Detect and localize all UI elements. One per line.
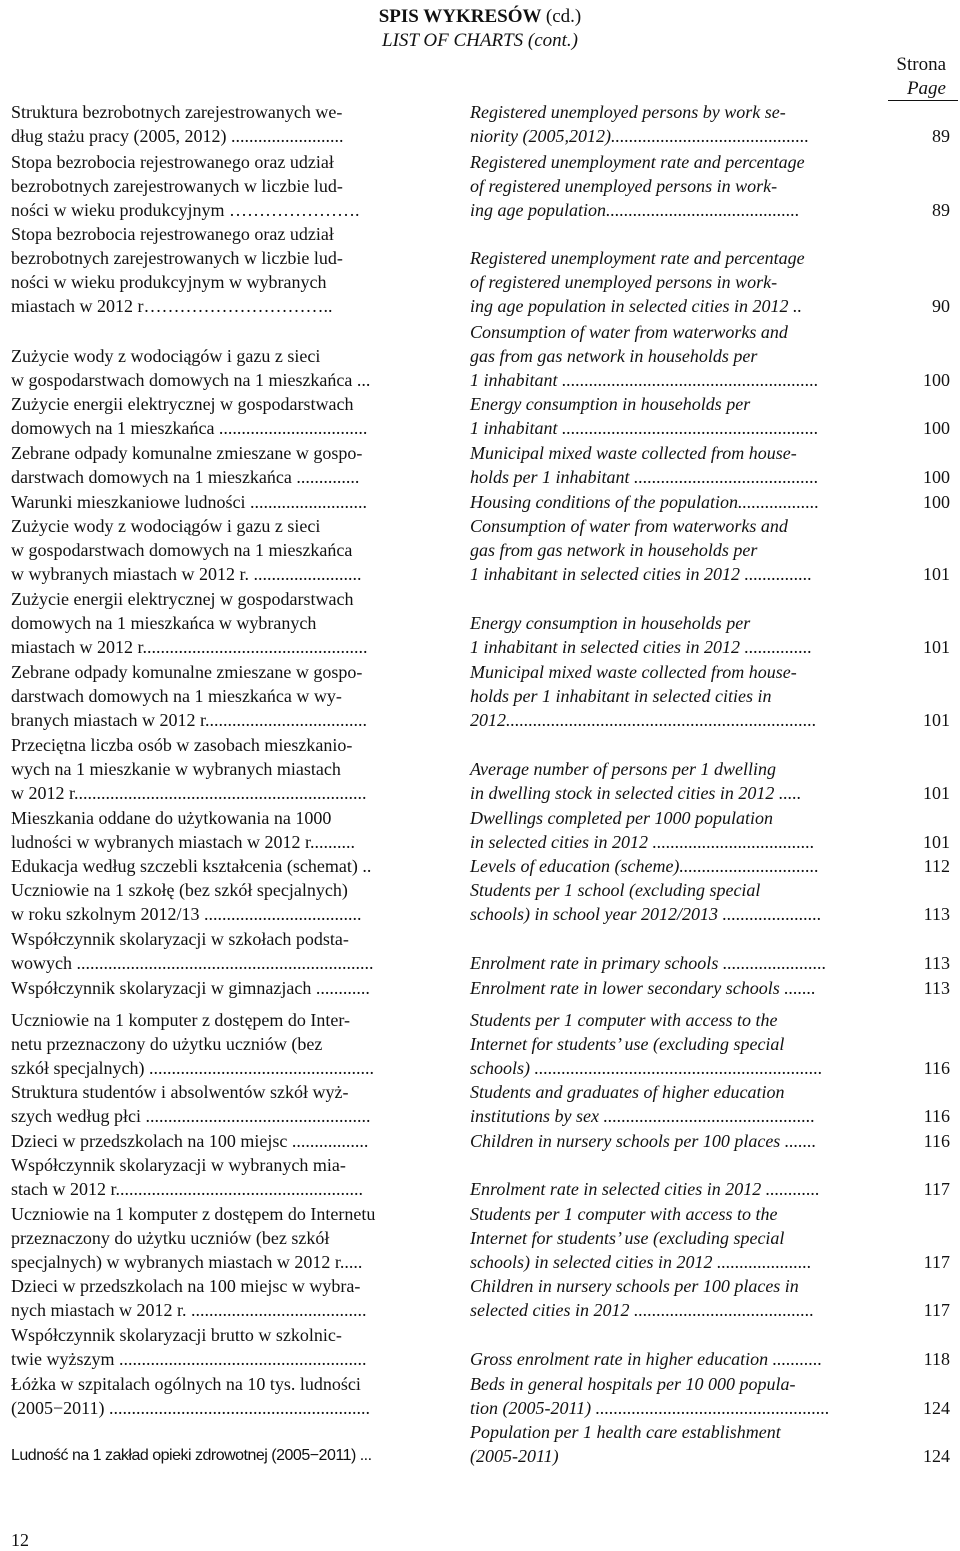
entry-page-number: 113 [923,978,950,998]
page-number-footer: 12 [11,1530,29,1550]
entry-page-number: 112 [923,856,950,876]
entry-title-pl: Uczniowie na 1 szkołę (bez szkół specjalnych) w roku szkolnym 2012/13 ................................... [11,880,362,924]
entry-page-number: 101 [923,783,950,803]
entry-page-number: 116 [923,1106,950,1126]
entry-title-pl: Stopa bezrobocia rejestrowanego oraz udział bezrobotnych zarejestrowanych w liczbie lud- ności w wieku produkcyjnym …………………. [11,152,360,220]
entry-title-en: Enrolment rate in primary schools ....................... [470,953,827,973]
entry-page-number: 90 [932,296,950,316]
entry-page-number: 116 [923,1131,950,1151]
entry-title-pl: Ludność na 1 zakład opieki zdrowotnej (2005−2011) ... [11,1447,372,1464]
entry-title-en: Children in nursery schools per 100 places in selected cities in 2012 ........................................ [470,1276,814,1320]
entry-page-number: 101 [923,832,950,852]
entry-page-number: 101 [923,564,950,584]
entry-title-pl: Zużycie wody z wodociągów i gazu z sieci w gospodarstwach domowych na 1 mieszkańca ... [11,346,371,390]
entry-title-pl: Współczynnik skolaryzacji w wybranych mia- stach w 2012 r....................................................... [11,1155,363,1199]
entry-title-en: Consumption of water from waterworks and gas from gas network in households per 1 inhabitant in selected cities in 2012 ............... [470,516,812,584]
entry-title-en: Students per 1 computer with access to the Internet for students’ use (excluding special schools) in selected cities in 2012 ..................... [470,1204,812,1272]
list-title [300,6,660,28]
entry-page-number: 117 [923,1300,950,1320]
list-subtitle: LIST OF CHARTS (cont.) [382,30,578,51]
entry-title-en: Municipal mixed waste collected from house- holds per 1 inhabitant in selected cities in 2012..................................................................... [470,662,817,730]
entry-title-en: Dwellings completed per 1000 population in selected cities in 2012 .................................... [470,808,815,852]
entry-title-en: Children in nursery schools per 100 places ....... [470,1131,817,1151]
entry-title-en: Gross enrolment rate in higher education ........... [470,1349,823,1369]
entry-page-number: 100 [923,418,950,438]
entry-page-number: 118 [923,1349,950,1369]
entry-page-number: 116 [923,1058,950,1078]
entry-title-pl: Zużycie wody z wodociągów i gazu z sieci w gospodarstwach domowych na 1 mieszkańca w wybranych miastach w 2012 r. ........................ [11,516,362,584]
entry-title-en: Housing conditions of the population.................. [470,492,819,512]
entry-title-en: Population per 1 health care establishment (2005-2011) [470,1422,781,1466]
entry-page-number: 124 [923,1446,950,1466]
entry-page-number: 89 [932,126,950,146]
entry-page-number: 117 [923,1179,950,1199]
entry-title-en: Energy consumption in households per 1 inhabitant in selected cities in 2012 ............... [470,613,812,657]
entry-title-pl: Współczynnik skolaryzacji w szkołach podsta- wowych .................................................................. [11,929,374,973]
entry-title-pl: Dzieci w przedszkolach na 100 miejsc w wybra- nych miastach w 2012 r. ....................................... [11,1276,367,1320]
entry-title-en: Enrolment rate in lower secondary schools ....... [470,978,816,998]
entry-title-en: Students per 1 computer with access to the Internet for students’ use (excluding special schools) ................................................................ [470,1010,823,1078]
list-title-suffix: (cd.) [545,6,582,27]
entry-page-number: 101 [923,637,950,657]
entry-title-pl: Łóżka w szpitalach ogólnych na 10 tys. ludności (2005−2011) .......................................................... [11,1374,370,1418]
column-header-strona: Strona [896,54,946,75]
entry-title-pl: Struktura studentów i absolwentów szkół wyż- szych według płci .................................................. [11,1082,371,1126]
entry-title-pl: Zebrane odpady komunalne zmieszane w gospo- darstwach domowych na 1 mieszkańca w wy- branych miastach w 2012 r.................................... [11,662,367,730]
entry-title-pl: Uczniowie na 1 komputer z dostępem do Internetu przeznaczony do użytku uczniów (bez szkół specjalnych) w wybranych miastach w 2012 r..... [11,1204,376,1272]
entry-title-pl: Zebrane odpady komunalne zmieszane w gospo- darstwach domowych na 1 mieszkańca .............. [11,443,363,487]
entry-page-number: 117 [923,1252,950,1272]
entry-title-pl: Przeciętna liczba osób w zasobach mieszkanio- wych na 1 mieszkanie w wybranych miastach w 2012 r................................................................. [11,735,367,803]
entry-title-pl: Warunki mieszkaniowe ludności .......................... [11,492,367,512]
entry-title-en: Consumption of water from waterworks and gas from gas network in households per 1 inhabitant ......................................................... [470,322,819,390]
entry-page-number: 89 [932,200,950,220]
entry-page-number: 100 [923,492,950,512]
entry-title-en: Levels of education (scheme)............................... [470,856,819,876]
entry-title-pl: Zużycie energii elektrycznej w gospodarstwach domowych na 1 mieszkańca ................................. [11,394,368,438]
entry-title-en: Enrolment rate in selected cities in 2012 ............ [470,1179,820,1199]
entry-title-en: Registered unemployment rate and percentage of registered unemployed persons in work- ing age population in selected cities in 2012 .. [470,248,805,316]
column-header-page: Page [906,78,946,99]
entry-title-en: Beds in general hospitals per 10 000 popula- tion (2005-2011) .................................................... [470,1374,830,1418]
entry-page-number: 124 [923,1398,950,1418]
entry-page-number: 113 [923,904,950,924]
entry-title-pl: Mieszkania oddane do użytkowania na 1000 ludności w wybranych miastach w 2012 r.......... [11,808,355,852]
entry-title-pl: Edukacja według szczebli kształcenia (schemat) .. [11,856,372,876]
entry-title-en: Municipal mixed waste collected from house- holds per 1 inhabitant ......................................... [470,443,819,487]
entry-title-pl: Stopa bezrobocia rejestrowanego oraz udział bezrobotnych zarejestrowanych w liczbie lud- ności w wieku produkcyjnym w wybranych miastach w 2012 r………………………….. [11,224,343,316]
entry-title-en: Registered unemployment rate and percentage of registered unemployed persons in work- ing age population........................................... [470,152,805,220]
entry-page-number: 100 [923,467,950,487]
entry-title-pl: Struktura bezrobotnych zarejestrowanych we- dług stażu pracy (2005, 2012) ......................... [11,102,344,146]
entry-title-pl: Zużycie energii elektrycznej w gospodarstwach domowych na 1 mieszkańca w wybranych miastach w 2012 r.................................................. [11,589,368,657]
header-divider [888,100,958,101]
entry-title-pl: Dzieci w przedszkolach na 100 miejsc ................. [11,1131,369,1151]
list-title-text: SPIS WYKRESÓW [378,6,542,27]
entry-title-en: Average number of persons per 1 dwelling in dwelling stock in selected cities in 2012 ..... [470,759,802,803]
entry-title-pl: Uczniowie na 1 komputer z dostępem do Inter- netu przeznaczony do użytku uczniów (bez szkół specjalnych) .................................................. [11,1010,374,1078]
entry-title-en: Students and graduates of higher education institutions by sex ............................................... [470,1082,815,1126]
entry-title-pl: Współczynnik skolaryzacji brutto w szkolnic- twie wyższym ....................................................... [11,1325,367,1369]
entry-title-en: Registered unemployed persons by work se- niority (2005,2012)............................................ [470,102,809,146]
entry-title-en: Students per 1 school (excluding special schools) in school year 2012/2013 ...................... [470,880,822,924]
entry-title-en: Energy consumption in households per 1 inhabitant ......................................................... [470,394,819,438]
entry-page-number: 100 [923,370,950,390]
entry-page-number: 113 [923,953,950,973]
entry-page-number: 101 [923,710,950,730]
entry-title-pl: Współczynnik skolaryzacji w gimnazjach ............ [11,978,370,998]
